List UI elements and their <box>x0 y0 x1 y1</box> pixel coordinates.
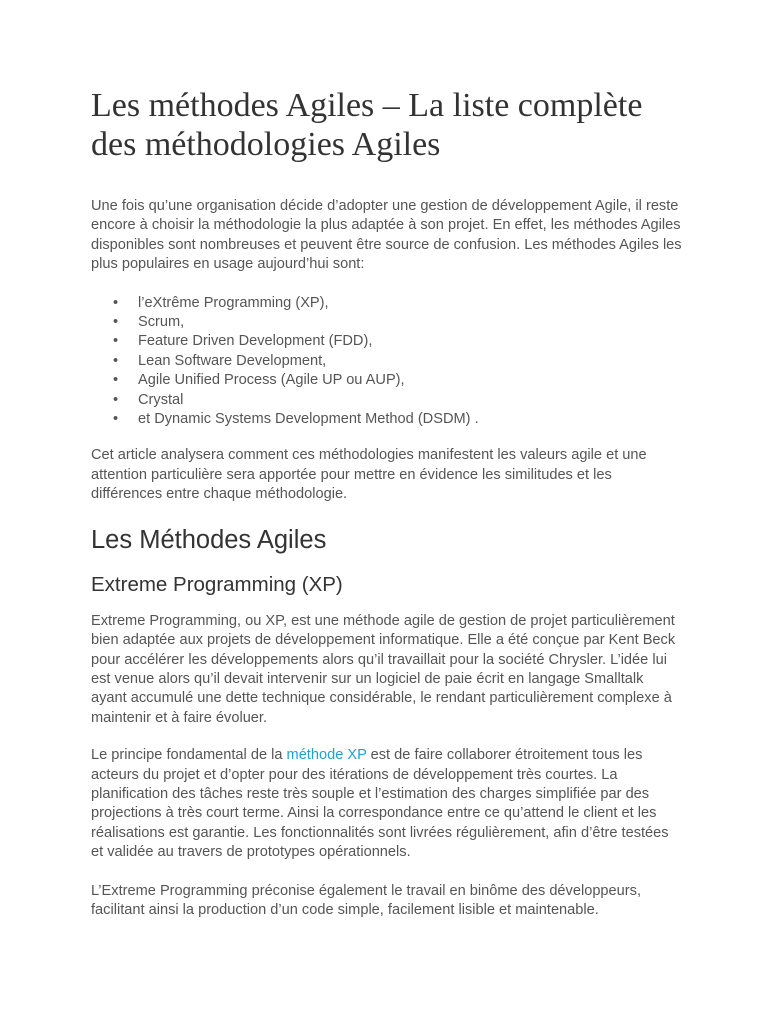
bullet-icon: • <box>113 391 119 408</box>
list-item: • Scrum, <box>91 313 683 332</box>
xp-paragraph-3: L’Extreme Programming préconise également le travail en binôme des développeurs, facilitant ainsi la production d’un code simple, facilement lisible et maintenable. <box>91 882 641 918</box>
bullet-icon: • <box>113 352 119 369</box>
bullet-icon: • <box>113 372 119 389</box>
list-item: • Feature Driven Development (FDD), <box>91 332 683 351</box>
list-item: • Agile Unified Process (Agile UP ou AUP), <box>91 371 683 390</box>
xp-paragraph-2: Le principe fondamental de la méthode XP est de faire collaborer étroitement tous les acteurs du projet et d’opter pour des itérations de développement très courtes. La planification des tâches reste très souple et l’estimation des charges simplifiée par des projections à très court terme. Ainsi la correspondance entre ce qu’attend le client et les réalisations est garantie. Les fonctionnalités sont livrées régulièrement, afin d’être testées et validée au travers de prototypes opérationnels. <box>91 747 669 861</box>
methods-list <box>91 294 683 430</box>
bullet-icon: • <box>113 314 119 331</box>
bullet-icon: • <box>113 294 119 311</box>
list-item: • l’eXtrême Programming (XP), <box>91 294 683 313</box>
list-item: • Lean Software Development, <box>91 352 683 371</box>
intro-paragraph: Une fois qu’une organisation décide d’adopter une gestion de développement Agile, il reste encore à choisir la méthodologie la plus adaptée à son projet. En effet, les méthodes Agiles disponibles sont nombreuses et peuvent être source de confusion. Les méthodes Agiles les plus populaires en usage aujourd’hui sont: <box>91 198 682 273</box>
section-heading: Les Méthodes Agiles <box>91 525 327 554</box>
methode-xp-link[interactable]: méthode XP <box>286 747 367 764</box>
page-title: Les méthodes Agiles – La liste complète des méthodologies Agiles <box>91 87 643 163</box>
xp-paragraph-1: Extreme Programming, ou XP, est une méthode agile de gestion de projet particulièrement bien adaptée aux projets de développement informatique. Elle a été conçue par Kent Beck pour accélérer les développements alors qu’il travaillait pour la société Chrysler. L’idée lui est venue alors qu’il devait intervenir sur un logiciel de paie écrit en langage Smalltalk ayant accumulé une dette technique considérable, le rendant particulièrement complexe à maintenir et à faire évoluer. <box>91 612 676 726</box>
analysis-paragraph: Cet article analysera comment ces méthodologies manifestent les valeurs agile et une attention particulière sera apportée pour mettre en évidence les similitudes et les différences entre chaque méthodologie. <box>91 447 647 503</box>
list-item: • et Dynamic Systems Development Method (DSDM) . <box>91 410 683 429</box>
bullet-icon: • <box>113 411 119 428</box>
list-item: • Crystal <box>91 391 683 410</box>
xp-heading: Extreme Programming (XP) <box>91 572 343 596</box>
bullet-icon: • <box>113 333 119 350</box>
document-page <box>91 86 683 920</box>
